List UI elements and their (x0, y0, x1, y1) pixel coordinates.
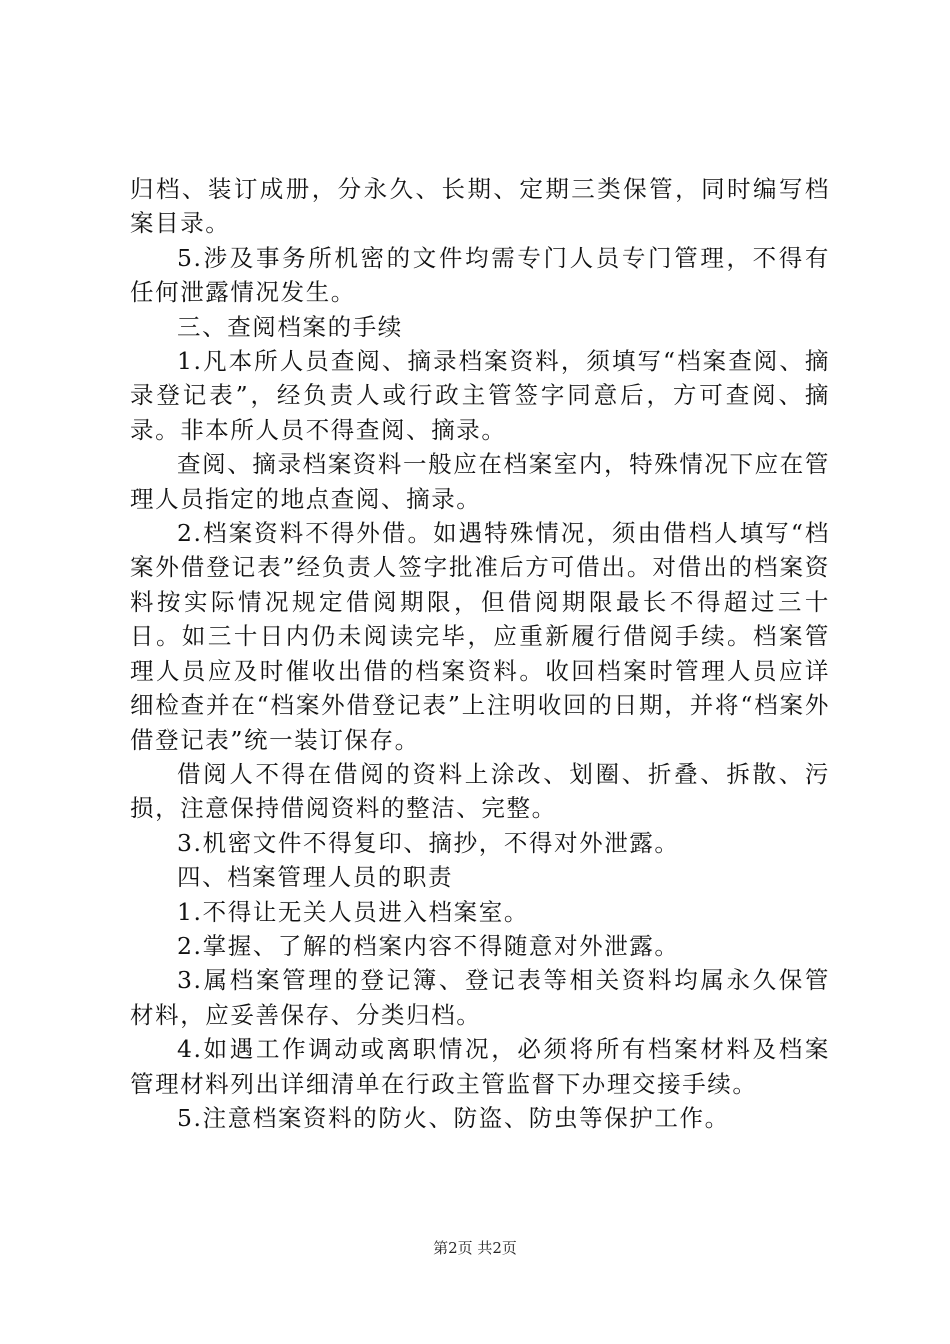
paragraph-duty-3: 3.属档案管理的登记簿、登记表等相关资料均属永久保管材料，应妥善保存、分类归档。 (130, 966, 830, 1029)
page-footer: 第2页 共2页 (433, 1239, 517, 1257)
section-heading-consult-procedure: 三、查阅档案的手续 (177, 312, 403, 341)
paragraph-confidential-files: 5.涉及事务所机密的文件均需专门人员专门管理，不得有任何泄露情况发生。 (130, 243, 830, 307)
section-heading-staff-duties: 四、档案管理人员的职责 (177, 863, 454, 892)
document-body (130, 172, 830, 1135)
paragraph-duty-5: 5.注意档案资料的防火、防盗、防虫等保护工作。 (177, 1103, 730, 1132)
paragraph-duty-4: 4.如遇工作调动或离职情况，必须将所有档案材料及档案管理材料列出详细清单在行政主管监督下办理交接手续。 (130, 1035, 830, 1098)
paragraph-archive-binding: 归档、装订成册，分永久、长期、定期三类保管，同时编写档案目录。 (130, 175, 830, 238)
paragraph-confidential-copy-rule-3: 3.机密文件不得复印、摘抄，不得对外泄露。 (177, 828, 680, 857)
paragraph-duty-2: 2.掌握、了解的档案内容不得随意对外泄露。 (177, 931, 680, 960)
paragraph-consult-rule-1: 1.凡本所人员查阅、摘录档案资料，须填写“档案查阅、摘录登记表”，经负责人或行政主管签字同意后，方可查阅、摘录。非本所人员不得查阅、摘录。 (130, 347, 830, 444)
paragraph-duty-1: 1.不得让无关人员进入档案室。 (177, 897, 529, 926)
paragraph-lending-rule-2: 2.档案资料不得外借。如遇特殊情况，须由借档人填写“档案外借登记表”经负责人签字批准后方可借出。对借出的档案资料按实际情况规定借阅期限，但借阅期限最长不得超过三十日。如三十日内仍未阅读完毕，应重新履行借阅手续。档案管理人员应及时催收出借的档案资料。收回档案时管理人员应详细检查并在“档案外借登记表”上注明收回的日期，并将“档案外借登记表”统一装订保存。 (130, 519, 830, 754)
paragraph-borrower-duty: 借阅人不得在借阅的资料上涂改、划圈、折叠、拆散、污损，注意保持借阅资料的整洁、完整。 (130, 759, 830, 823)
paragraph-consult-location: 查阅、摘录档案资料一般应在档案室内，特殊情况下应在管理人员指定的地点查阅、摘录。 (130, 450, 830, 513)
